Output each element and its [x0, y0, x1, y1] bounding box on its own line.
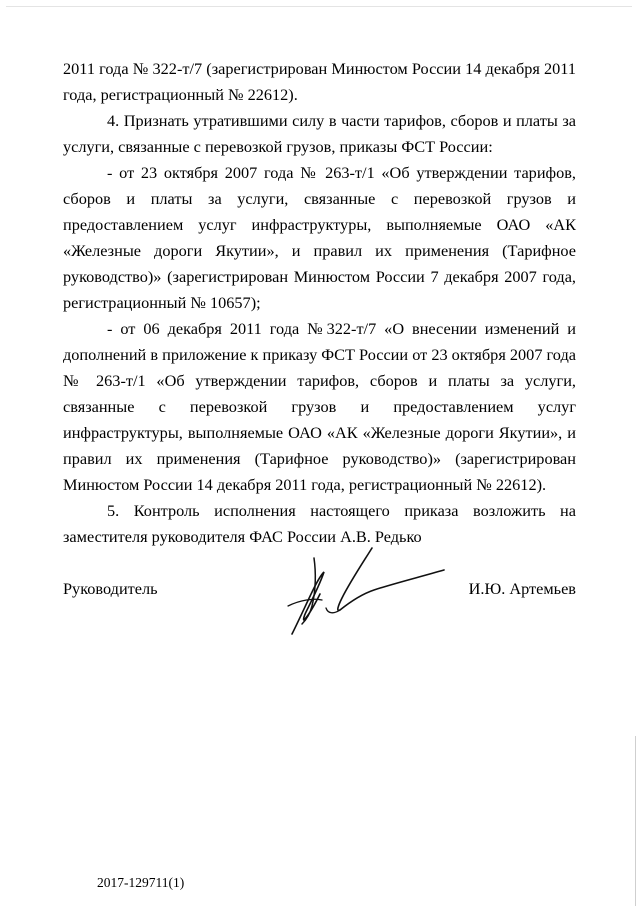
top-edge-line [6, 6, 632, 7]
signature-row [63, 576, 576, 606]
signer-name: И.Ю. Артемьев [468, 579, 576, 598]
paragraph-item-4: 4. Признать утратившими силу в части тарифов, сборов и платы за услуги, связанные с перевозкой грузов, приказы ФСТ России: [63, 111, 576, 156]
paragraph-item-5: 5. Контроль исполнения настоящего приказа возложить на заместителя руководителя ФАС России А.В. Редько [63, 501, 576, 546]
document-body [63, 56, 576, 550]
paragraph-order-322: - от 06 декабря 2011 года №322-т/7 «О внесении изменений и дополнений в приложение к приказу ФСТ России от 23 октября 2007 года № 263-т/1 «Об утверждении тарифов, сборов и платы за услуги, связанные с перевозкой грузов и предоставлением услуг инфраструктуры, выполняемые ОАО «АК «Железные дороги Якутии», и правил их применения (Тарифное руководство)» (зарегистрирован Минюстом России 14 декабря 2011 года, регистрационный № 22612). [63, 319, 576, 494]
signer-position: Руководитель [63, 579, 158, 598]
document-number: 2017-129711(1) [97, 875, 185, 890]
right-edge-line [635, 736, 636, 906]
paragraph-order-263: - от 23 октября 2007 года № 263-т/1 «Об утверждении тарифов, сборов и платы за услуги, связанные с перевозкой грузов и предоставлением услуг инфраструктуры, выполняемые ОАО «АК «Железные дороги Якутии», и правил их применения (Тарифное руководство)» (зарегистрирован Минюстом России 7 декабря 2007 года, регистрационный № 10657); [63, 163, 576, 312]
paragraph-continuation: 2011 года № 322-т/7 (зарегистрирован Минюстом России 14 декабря 2011 года, регистрационный № 22612). [63, 59, 576, 104]
